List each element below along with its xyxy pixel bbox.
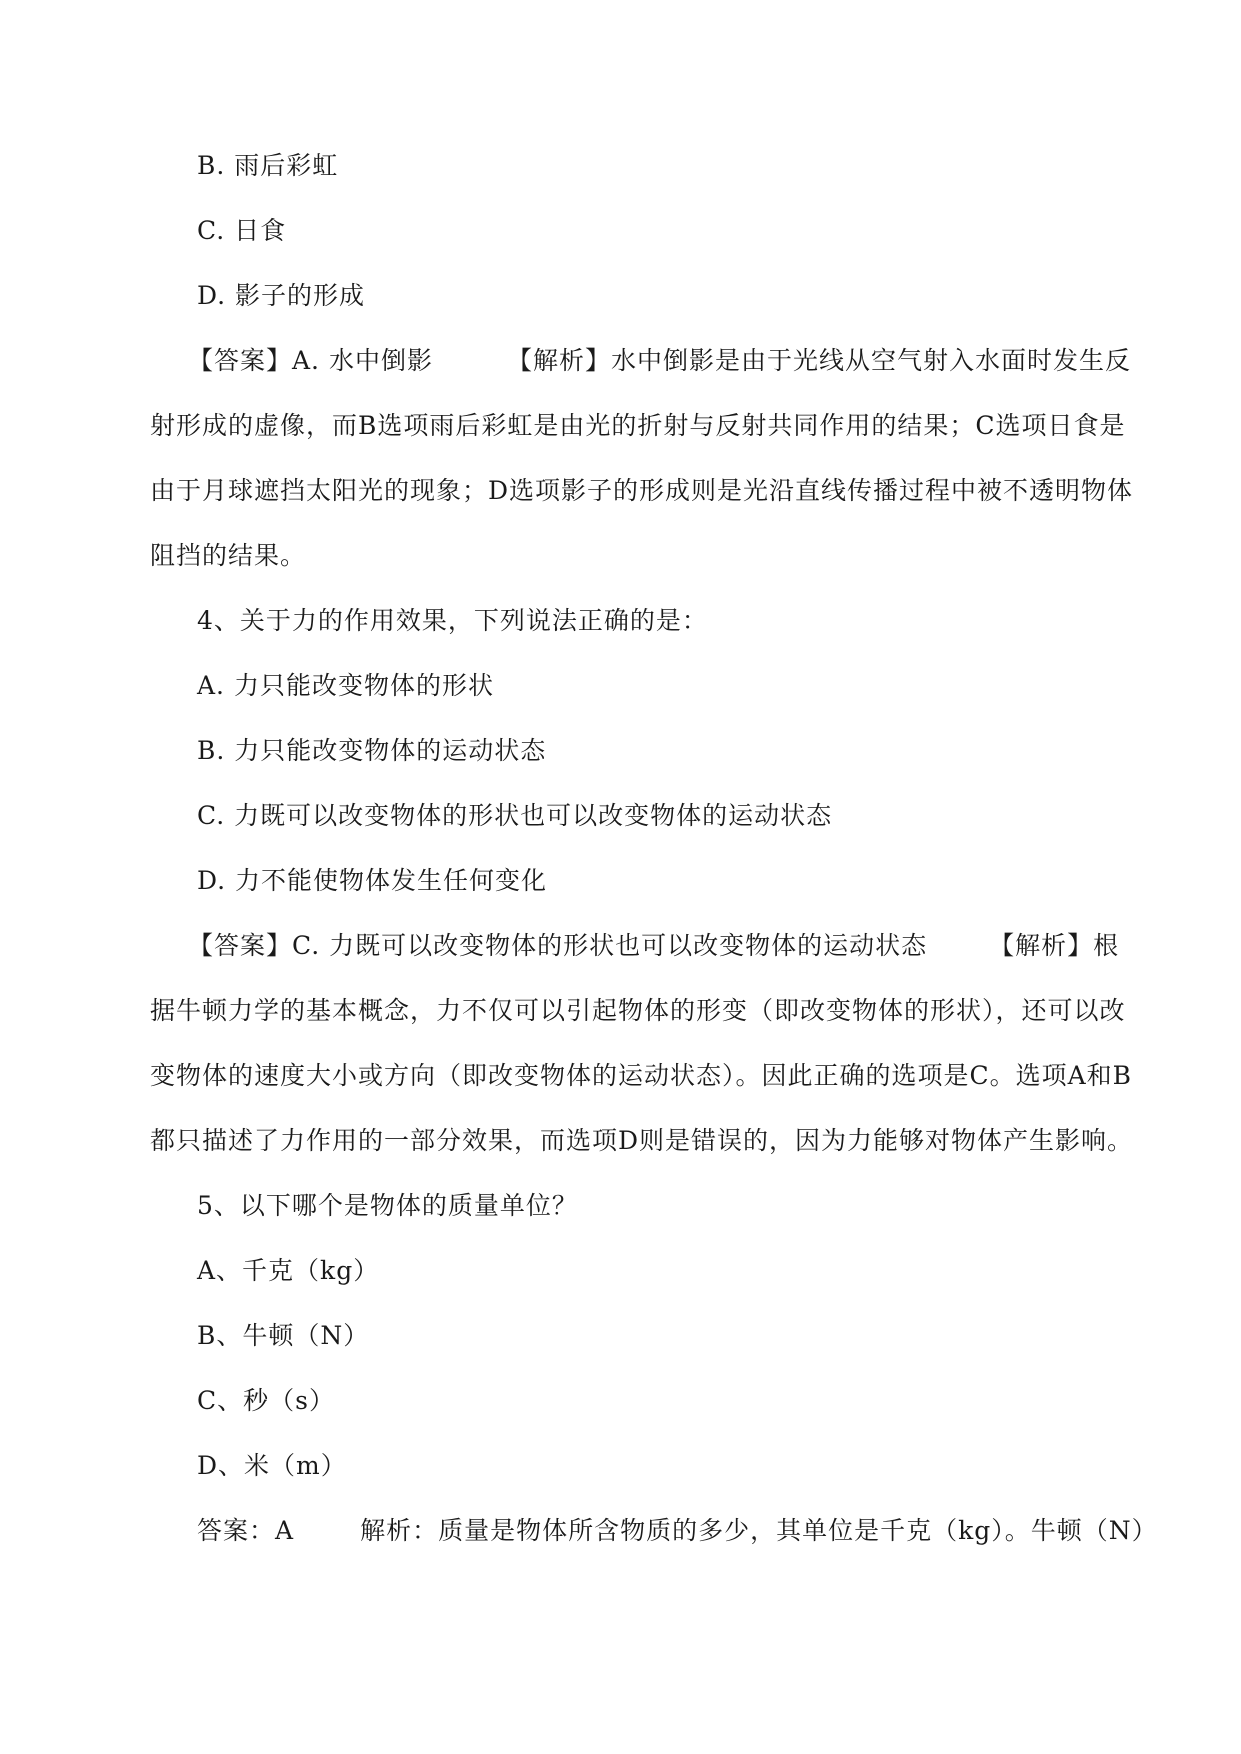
q4-question: 4、关于力的作用效果，下列说法正确的是： xyxy=(197,606,708,635)
q5-answer-line xyxy=(197,1513,1158,1549)
q4-option-d: D. 力不能使物体发生任何变化 xyxy=(197,866,548,895)
q4-option-a: A. 力只能改变物体的形状 xyxy=(197,671,494,700)
q5-option-c: C、秒（s） xyxy=(197,1386,335,1415)
q3-answer: 【答案】A. 水中倒影 xyxy=(188,346,433,375)
q5-question: 5、以下哪个是物体的质量单位？ xyxy=(197,1191,578,1220)
q4-answer: 【答案】C. 力既可以改变物体的形状也可以改变物体的运动状态 xyxy=(188,931,928,960)
q5-option-a: A、千克（kg） xyxy=(197,1256,380,1285)
q4-answer-line xyxy=(188,928,1119,964)
q3-option-d: D. 影子的形成 xyxy=(197,281,366,310)
q3-analysis-start: 【解析】水中倒影是由于光线从空气射入水面时发生反 xyxy=(506,346,1131,375)
q5-option-b: B、牛顿（N） xyxy=(197,1321,370,1350)
q4-analysis-line-3: 都只描述了力作用的一部分效果，而选项D则是错误的，因为力能够对物体产生影响。 xyxy=(150,1126,1134,1155)
q3-analysis-line-1: 射形成的虚像，而B选项雨后彩虹是由光的折射与反射共同作用的结果；C选项日食是 xyxy=(150,411,1126,440)
q4-analysis-line-1: 据牛顿力学的基本概念，力不仅可以引起物体的形变（即改变物体的形状），还可以改 xyxy=(150,996,1126,1025)
q3-answer-line xyxy=(188,343,1131,379)
q3-option-b: B. 雨后彩虹 xyxy=(197,151,339,180)
q4-analysis-start: 【解析】根 xyxy=(989,931,1120,960)
q3-analysis-line-2: 由于月球遮挡太阳光的现象；D选项影子的形成则是光沿直线传播过程中被不透明物体 xyxy=(150,476,1134,505)
q3-analysis-line-3: 阻挡的结果。 xyxy=(150,541,307,570)
q4-option-c: C. 力既可以改变物体的形状也可以改变物体的运动状态 xyxy=(197,801,833,830)
q5-answer: 答案：A xyxy=(197,1516,295,1545)
q5-option-d: D、米（m） xyxy=(197,1451,347,1480)
q4-analysis-line-2: 变物体的速度大小或方向（即改变物体的运动状态）。因此正确的选项是C。选项A和B xyxy=(150,1061,1133,1090)
q3-option-c: C. 日食 xyxy=(197,216,287,245)
q5-analysis-start: 解析：质量是物体所含物质的多少，其单位是千克（kg）。牛顿（N） xyxy=(360,1516,1158,1545)
q4-option-b: B. 力只能改变物体的运动状态 xyxy=(197,736,547,765)
